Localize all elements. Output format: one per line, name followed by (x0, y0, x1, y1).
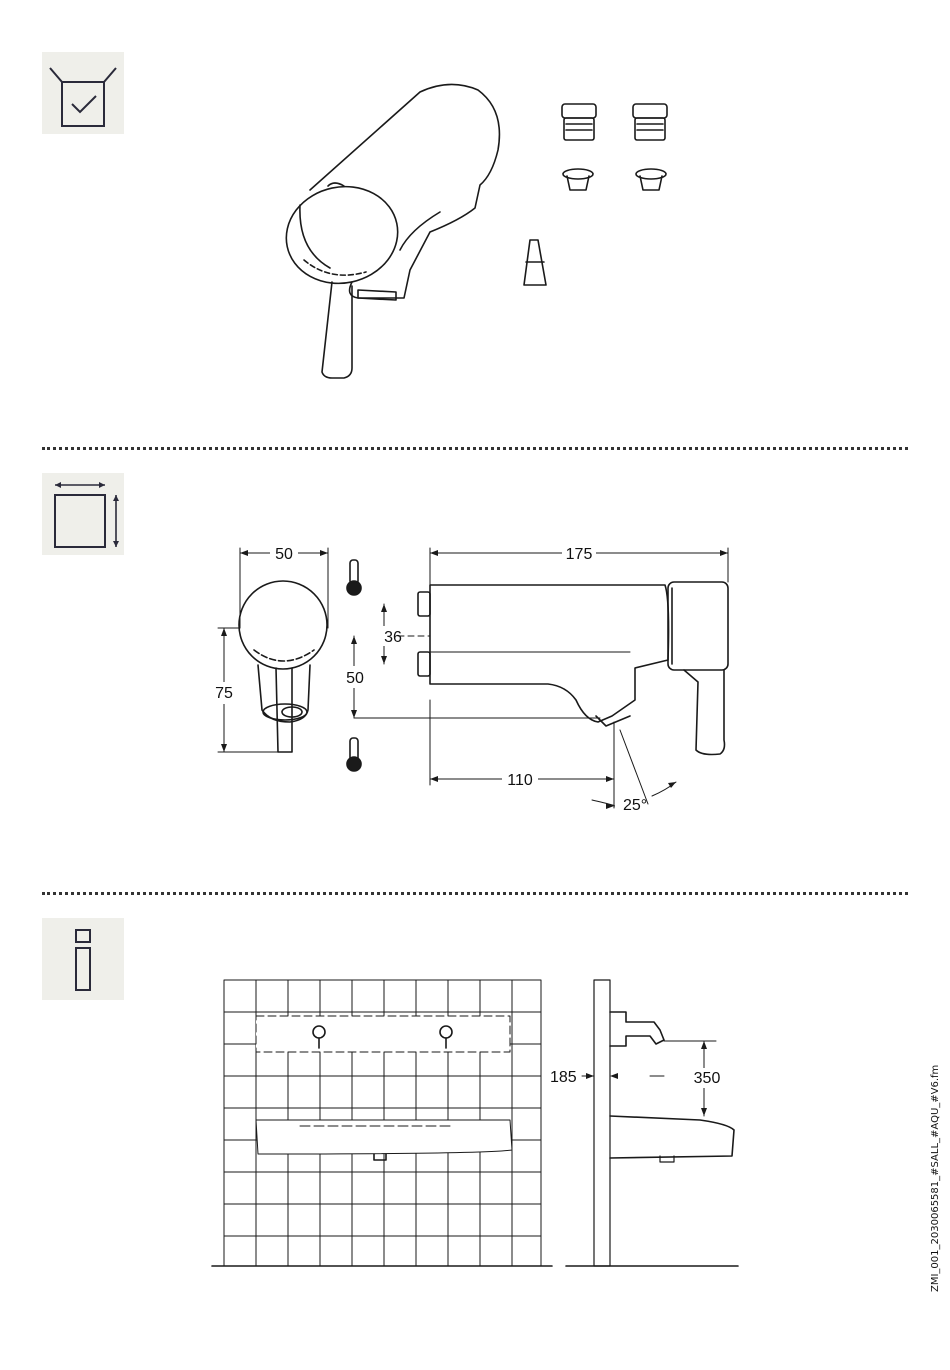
dimension-labels (212, 543, 724, 1088)
dim-110: 110 (507, 772, 533, 789)
aerator-parts (524, 104, 667, 285)
thermometer-hot-icon (347, 560, 361, 595)
dimension-arrows (221, 550, 728, 809)
section-view (566, 980, 738, 1266)
dimension-lines (218, 548, 728, 808)
dim-50-top: 50 (275, 546, 293, 563)
front-view (239, 581, 327, 752)
dim-angle: 25° (623, 797, 648, 814)
dim-185: 185 (550, 1069, 577, 1086)
dim-36: 36 (384, 629, 402, 646)
installation-arrows (586, 1041, 707, 1116)
tiled-wall (212, 980, 552, 1266)
thermometer-cold-icon (347, 738, 361, 771)
document-code: ZMI_001_2030065581_#SALL_#AQU_#V6.fm (930, 1064, 941, 1292)
dim-50-side: 50 (346, 670, 364, 687)
faucet-perspective (277, 84, 499, 378)
dim-350: 350 (693, 1070, 721, 1087)
dim-75: 75 (215, 685, 233, 702)
dim-175: 175 (565, 546, 593, 563)
side-view (418, 582, 728, 755)
